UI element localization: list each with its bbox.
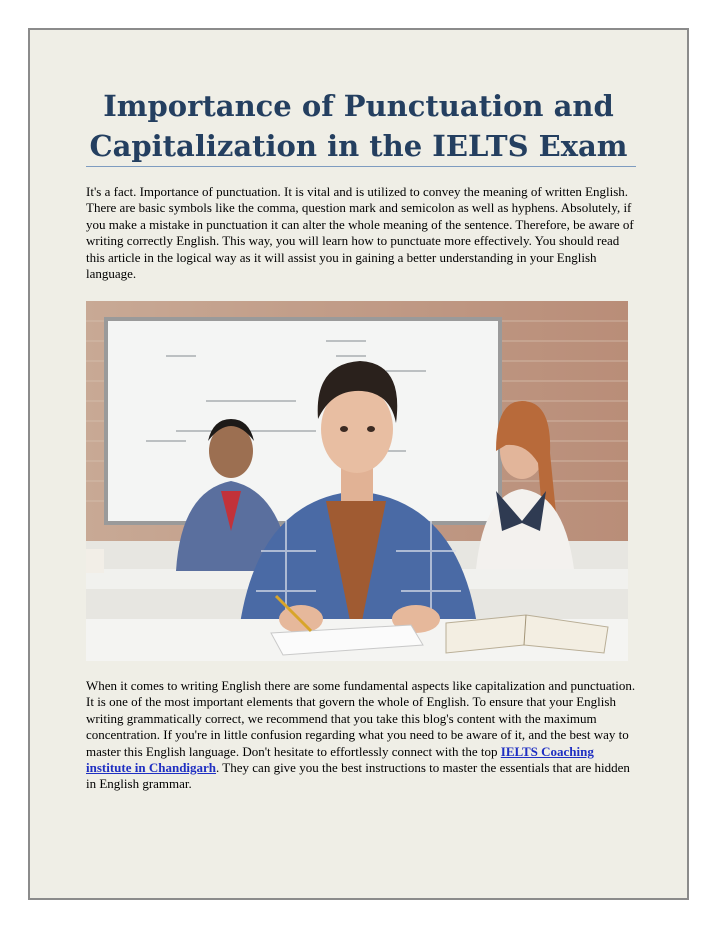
title-line-2: Capitalization in the IELTS Exam bbox=[89, 129, 628, 163]
body-paragraph bbox=[86, 678, 641, 793]
body-text-after-link: . They can give you the best instructions to master the essentials that are hidden in English grammar. bbox=[86, 760, 630, 792]
classroom-students-photo bbox=[86, 301, 628, 661]
title-line-1: Importance of Punctuation and bbox=[103, 89, 614, 123]
intro-paragraph: It's a fact. Importance of punctuation. It is vital and is utilized to convey the meaning of written English. There are basic symbols like the comma, question mark and semicolon as well as hyphens. Absolutely, if you make a mistake in punctuation it can alter the whole meaning of the sentence. Therefore, be aware of writing correctly English. This way, you will learn how to punctuate more effectively. You should read this article in the logical way as it will assist you in gaining a better understanding in your English language. bbox=[86, 184, 634, 282]
body-text-before-link: When it comes to writing English there are some fundamental aspects like capitalization and punctuation. It is one of the most important elements that govern the whole of English. To ensure that your English writing grammatically correct, we recommend that you take this blog's content with the maximum concentration. If you're in little confusion regarding what you need to be aware of it, and the best way to master this English language. Don't hesitate to effortlessly connect with the top bbox=[86, 678, 636, 759]
page-title bbox=[30, 86, 687, 166]
document-page bbox=[28, 28, 689, 900]
ielts-coaching-link[interactable]: IELTS Coaching institute in Chandigarh bbox=[86, 743, 594, 776]
classroom-illustration bbox=[86, 301, 628, 661]
title-divider bbox=[86, 166, 636, 167]
